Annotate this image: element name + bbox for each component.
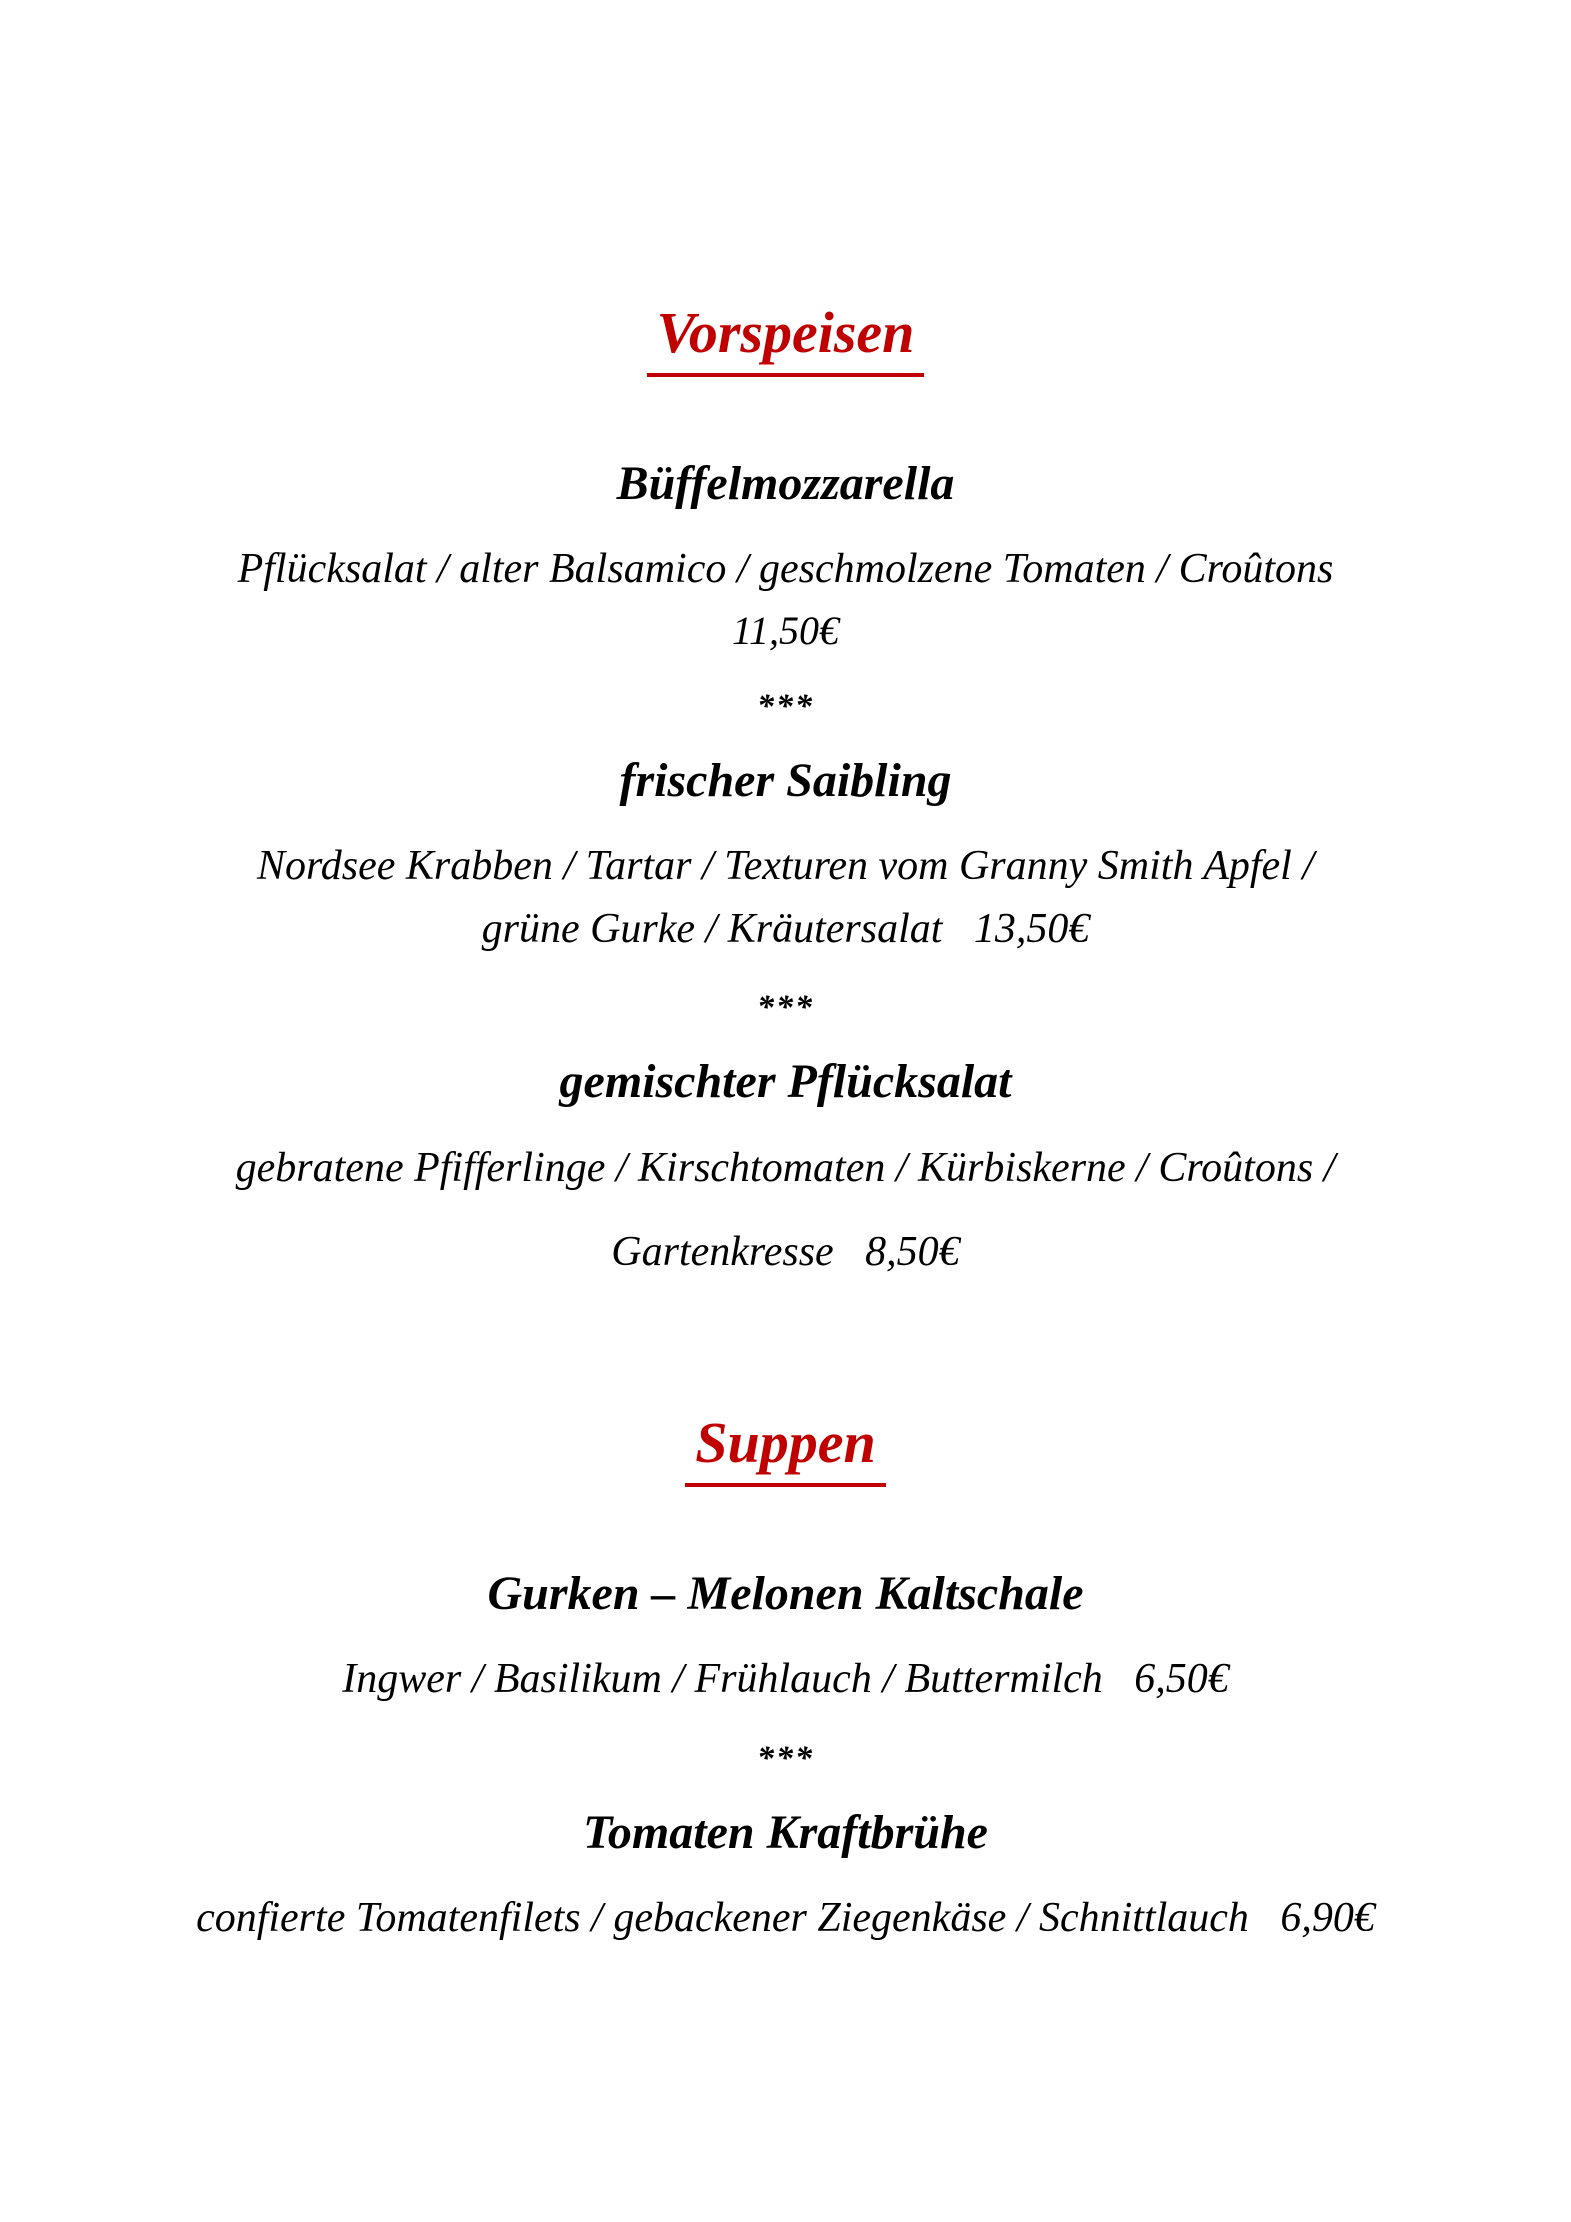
dish-separator: ***: [757, 989, 814, 1027]
dish-frischer-saibling: [0, 752, 1571, 957]
section-suppen: [0, 1408, 1571, 1946]
dish-description-line2: Gartenkresse 8,50€: [611, 1229, 960, 1276]
dish-name: frischer Saibling: [619, 753, 952, 807]
dish-tomaten-kraftbruehe: [0, 1804, 1571, 1946]
dish-description-line1: gebratene Pfifferlinge / Kirschtomaten / Kürbiskerne / Croûtons /: [235, 1144, 1336, 1191]
dish-name: Tomaten Kraftbrühe: [583, 1805, 988, 1859]
dish-name: Büffelmozzarella: [616, 456, 955, 510]
dish-description: Ingwer / Basilikum / Frühlauch / Buttermilch 6,50€: [342, 1656, 1229, 1703]
dish-separator: ***: [757, 687, 814, 725]
dish-separator: ***: [757, 1739, 814, 1777]
section-title-text: Suppen: [685, 1408, 886, 1487]
dish-description-line2: grüne Gurke / Kräutersalat 13,50€: [481, 905, 1090, 952]
dish-gemischter-pfluecksalat: [0, 1053, 1571, 1280]
section-title-text: Vorspeisen: [647, 298, 925, 377]
dish-description-line1: Nordsee Krabben / Tartar / Texturen vom Granny Smith Apfel /: [256, 843, 1314, 890]
dish-gurken-melonen-kaltschale: [0, 1565, 1571, 1707]
section-vorspeisen: [0, 298, 1571, 1280]
dish-price: 11,50€: [731, 607, 840, 653]
dish-description: Pflücksalat / alter Balsamico / geschmolzene Tomaten / Croûtons: [237, 546, 1334, 593]
dish-name: Gurken – Melonen Kaltschale: [487, 1566, 1084, 1620]
section-title-vorspeisen: [0, 298, 1571, 377]
dish-bueffelmozzarella: [0, 455, 1571, 655]
section-title-suppen: [0, 1408, 1571, 1487]
dish-name: gemischter Pflücksalat: [559, 1055, 1012, 1109]
dish-description: confierte Tomatenfilets / gebackener Ziegenkäse / Schnittlauch 6,90€: [196, 1895, 1375, 1942]
